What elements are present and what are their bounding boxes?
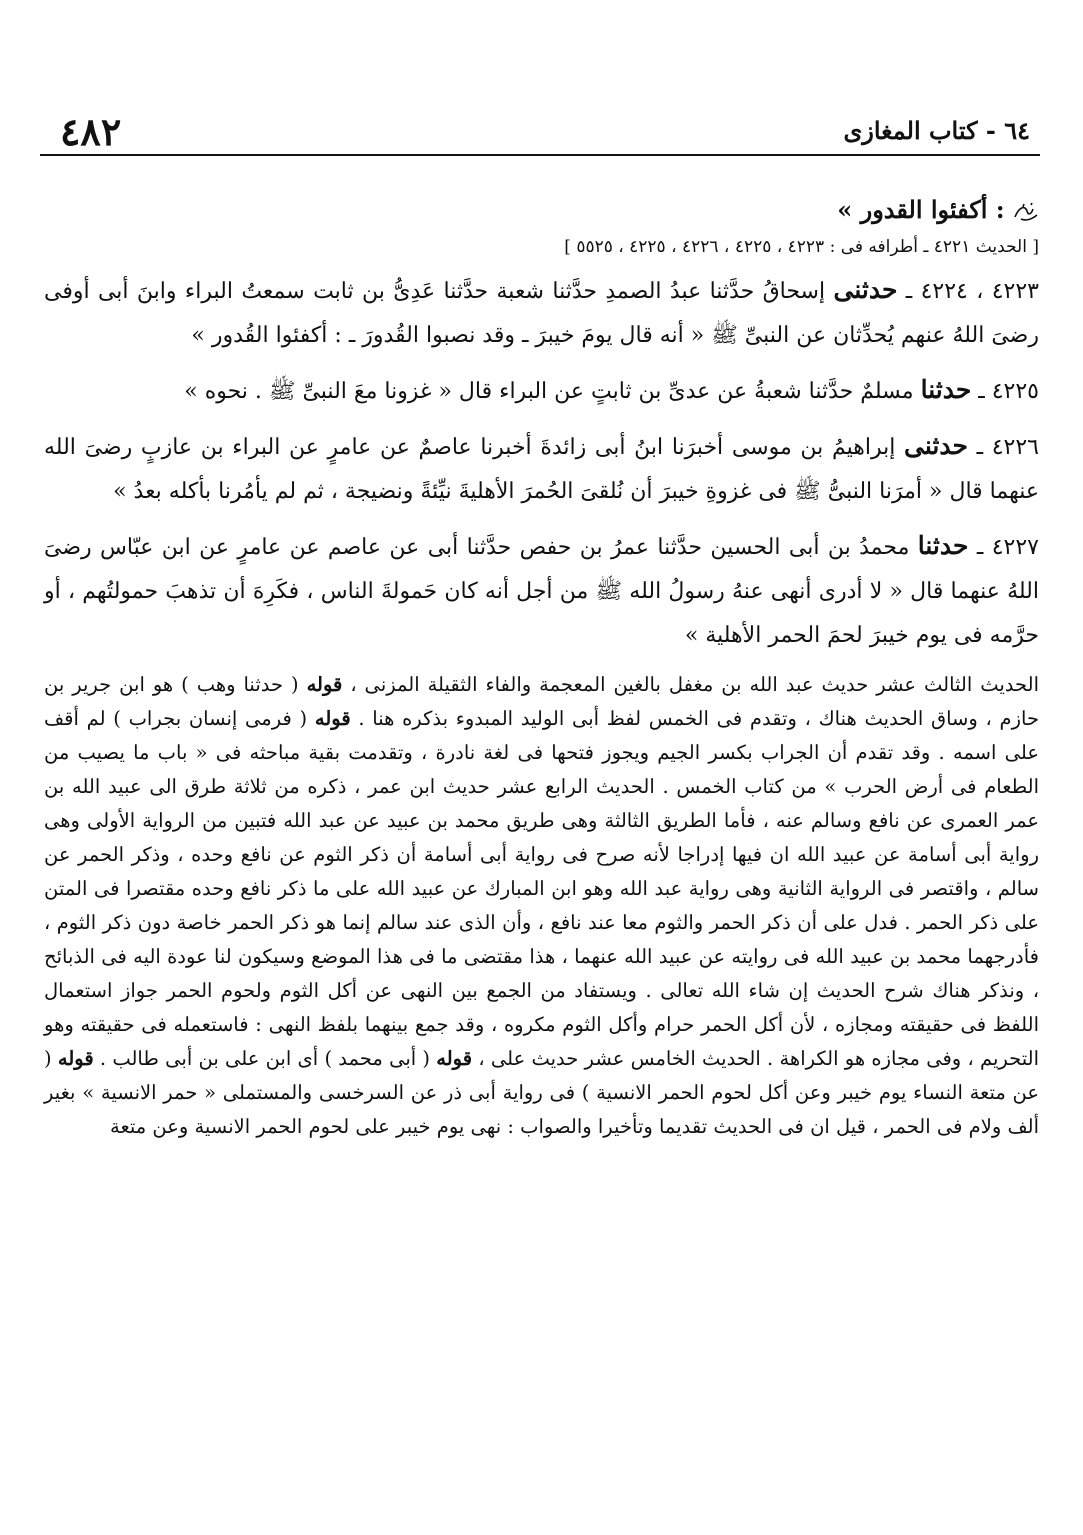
header-rule xyxy=(40,154,1040,156)
hadith-entry xyxy=(44,268,1039,358)
commentary-text: الحديث الثالث عشر حديث عبد الله بن مغفل بالغين المعجمة والفاء الثقيلة المزنى ، xyxy=(342,673,1039,696)
hadith-entry xyxy=(44,524,1039,658)
chapter-heading xyxy=(44,190,1039,230)
commentary-text: ( أبى محمد ) أى ابن على بن أبى طالب . xyxy=(93,1047,437,1070)
chapter-heading-text: : أكفئوا القدور » xyxy=(837,195,1005,224)
hadith-references: [ الحديث ٤٢٢١ ـ أطرافه فى : ٤٢٢٣ ، ٤٢٢٥ ، ٤٢٢٦ ، ٤٢٢٥ ، ٥٥٢٥ ] xyxy=(564,237,1039,257)
qawluhu-marker: قوله xyxy=(314,707,351,730)
page-body xyxy=(44,190,1039,1520)
hadith-keyword: حدثنى xyxy=(904,431,968,460)
running-head: ٦٤ - كتاب المغازى xyxy=(843,116,1030,145)
hadith-keyword: حدثنى xyxy=(833,275,898,304)
commentary-text: ( عن متعة النساء يوم خيبر وعن أكل لحوم الحمر الانسية ) فى رواية أبى ذر عن السرخسى والمستملى « حمر الانسية » بغير ألف ولام فى الحمر ، قيل ان فى الحديث تقديما وتأخيرا والصواب : نهى يوم خيبر على لحوم الحمر الانسية وعن متعة xyxy=(44,1047,1039,1138)
page-header xyxy=(40,108,1050,156)
qawluhu-marker: قوله xyxy=(306,673,343,696)
hadith-text: إبراهيمُ بن موسى أخبرَنا ابنُ أبى زائدةَ أخبرنا عاصمٌ عن عامرٍ عن البراء بن عازبٍ رضىَ الله عنهما قال « أمرَنا النبىُّ ﷺ فى غزوةِ خيبرَ أن نُلقىَ الحُمرَ الأهليةَ نيِّئةً ونضيجة ، ثم لم يأمُرنا بأكله بعدُ » xyxy=(44,435,1039,504)
hadith-keyword: حدثنا xyxy=(917,531,969,560)
commentary-text: ( حدثنا وهب ) هو ابن جرير بن حازم ، وساق الحديث هناك ، وتقدم فى الخمس لفظ أبى الوليد المبدوء بذكره هنا . xyxy=(44,673,1039,730)
hadith-text: محمدُ بن أبى الحسين حدَّثنا عمرُ بن حفص حدَّثنا أبى عن عاصم عن عامرٍ عن ابن عبّاس رضىَ اللهُ عنهما قال « لا أدرى أنهى عنهُ رسولُ الله ﷺ من أجل أنه كان حَمولةَ الناس ، فكَرِهَ أن تذهبَ حمولتُهم ، أو حرَّمه فى يوم خيبرَ لحمَ الحمر الأهلية » xyxy=(44,535,1039,648)
hadith-number: ٤٢٢٥ ـ xyxy=(971,379,1039,404)
page-number: ٤٨٢ xyxy=(60,109,122,154)
hadith-text: مسلمٌ حدَّثنا شعبةُ عن عدىِّ بن ثابتٍ عن البراء قال « غزونا معَ النبىِّ ﷺ . نحوه » xyxy=(184,379,921,404)
hadith-number: ٤٢٢٣ ، ٤٢٢٤ ـ xyxy=(897,279,1039,304)
hadith-entry xyxy=(44,368,1039,414)
hadith-text: إسحاقُ حدَّثنا عبدُ الصمدِ حدَّثنا شعبة حدَّثنا عَدِىُّ بن ثابت سمعتُ البراء وابنَ أبى أوفى رضىَ اللهُ عنهم يُحدِّثان عن النبىِّ ﷺ « أنه قال يومَ خيبرَ ـ وقد نصبوا القُدورَ ـ : أكفئوا القُدور » xyxy=(44,279,1039,348)
hadith-entry xyxy=(44,424,1039,514)
commentary-text: ( فرمى إنسان بجراب ) لم أقف على اسمه . وقد تقدم أن الجراب بكسر الجيم ويجوز فتحها فى لغة نادرة ، وتقدمت بقية مباحثه فى « باب ما يصيب من الطعام فى أرض الحرب » من كتاب الخمس . الحديث الرابع عشر حديث ابن عمر ، ذكره من ثلاثة طرق الى عبيد الله بن عمر العمرى عن نافع وسالم عنه ، فأما الطريق الثالثة وهى طريق محمد بن عبيد عن عبد الله فتبين من الرواية الأولى وهى رواية أبى أسامة عن عبيد الله ان فيها إدراجا لأنه صرح فى رواية أبى أسامة أن ذكر الثوم عن نافع وحده ، وذكر الحمر عن سالم ، واقتصر فى الرواية الثانية وهى رواية عبد الله وهو ابن المبارك عن عبيد الله على ما ذكر نافع وحده مقتصرا فى المتن على ذكر الحمر . فدل على أن ذكر الحمر والثوم معا عند نافع ، وأن الذى عند سالم إنما هو ذكر الحمر خاصة دون ذكر الثوم ، فأدرجهما محمد بن عبيد الله فى روايته عن عبيد الله عنهما ، هذا مقتضى ما فى هذا الموضع وسيكون لنا عودة اليه فى الذبائح ، ونذكر هناك شرح الحديث إن شاء الله تعالى . ويستفاد من الجمع بين النهى عن أكل الثوم ولحوم الحمر جواز استعمال اللفظ فى حقيقته ومجازه ، لأن أكل الحمر حرام وأكل الثوم مكروه ، وقد جمع بينهما بلفظ النهى : فاستعمله فى حقيقته وهو التحريم ، وفى مجازه هو الكراهة . الحديث الخامس عشر حديث على ، xyxy=(44,707,1039,1070)
hadith-number: ٤٢٢٧ ـ xyxy=(968,535,1039,560)
qawluhu-marker: قوله xyxy=(57,1047,94,1070)
hadith-keyword: حدثنا xyxy=(920,375,972,404)
hadith-list xyxy=(44,268,1039,658)
salla-allah-alayhi-wasallam-icon xyxy=(1013,201,1039,223)
hadith-number: ٤٢٢٦ ـ xyxy=(967,435,1039,460)
qawluhu-marker: قوله xyxy=(436,1047,473,1070)
commentary xyxy=(44,668,1039,1144)
